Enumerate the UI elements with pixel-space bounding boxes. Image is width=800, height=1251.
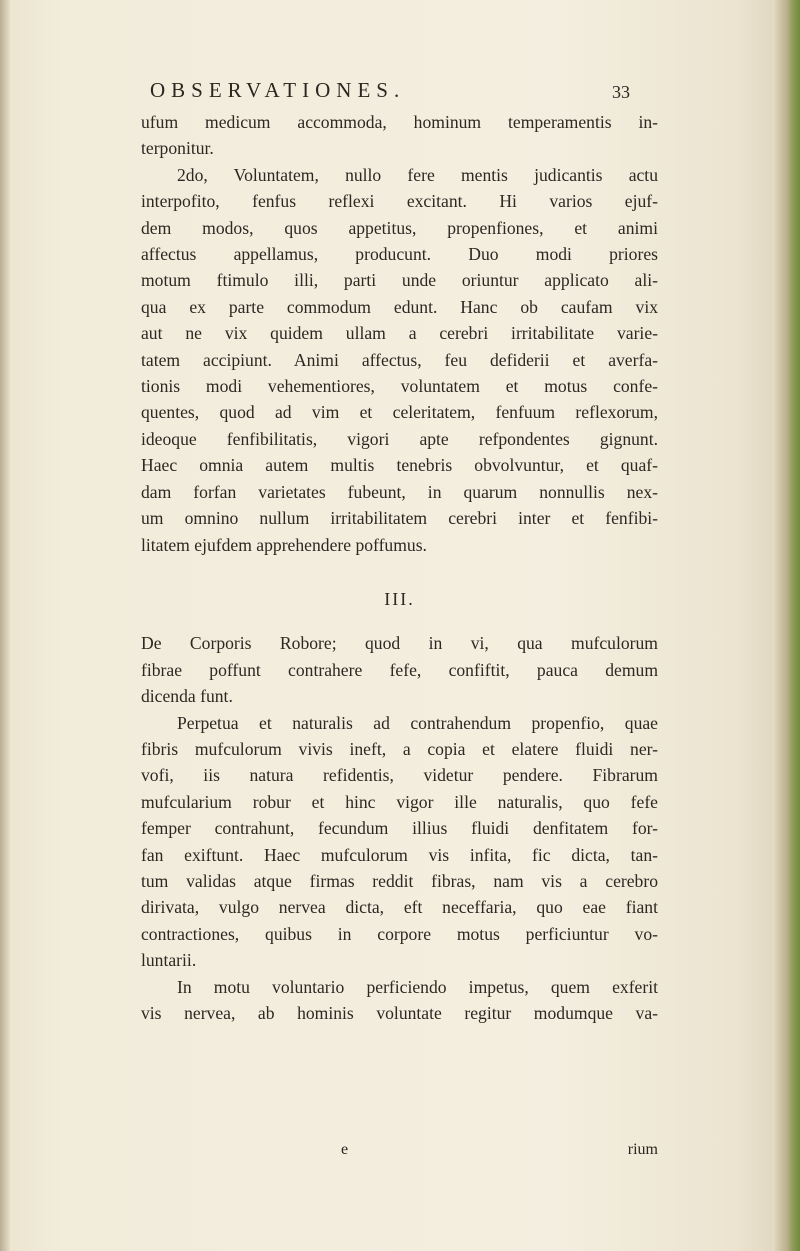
text-line: Perpetua et naturalis ad contrahendum propenfio, quae xyxy=(177,712,658,733)
text-line: affectus appellamus, producunt. Duo modi priores xyxy=(141,244,658,265)
text-line: contractiones, quibus in corpore motus perficiuntur vo- xyxy=(141,923,658,944)
text-line: aut ne vix quidem ullam a cerebri irritabilitate varie- xyxy=(141,323,658,344)
page-number: 33 xyxy=(612,82,630,102)
text-line: fibrae poffunt contrahere fefe, confiftit, pauca demum xyxy=(141,659,658,680)
text-line: vofi, iis natura refidentis, videtur pendere. Fibrarum xyxy=(141,765,658,786)
text-line: De Corporis Robore; quod in vi, qua mufculorum xyxy=(141,633,658,654)
text-line: dem modos, quos appetitus, propenfiones, et animi xyxy=(141,217,658,238)
page-gutter xyxy=(0,0,10,1251)
page-edge-binding xyxy=(772,0,800,1251)
text-line: litatem ejufdem apprehendere poffumus. xyxy=(141,534,427,555)
text-line: quentes, quod ad vim et celeritatem, fenfuum reflexorum, xyxy=(141,402,658,423)
text-line: luntarii. xyxy=(141,950,197,971)
running-head: OBSERVATIONES. xyxy=(150,78,406,102)
paragraph-2 xyxy=(141,162,658,558)
text-line: terponitur. xyxy=(141,138,214,159)
text-line: interpofito, fenfus reflexi excitant. Hi varios ejuf- xyxy=(141,191,658,212)
text-line: Haec omnia autem multis tenebris obvolvuntur, et quaf- xyxy=(141,455,658,476)
page-footer xyxy=(141,1141,658,1165)
text-line: dirivata, vulgo nervea dicta, eft neceffaria, quo eae fiant xyxy=(141,897,658,918)
text-line: dam forfan varietates fubeunt, in quarum nonnullis nex- xyxy=(141,481,658,502)
text-line: tum validas atque firmas reddit fibras, nam vis a cerebro xyxy=(141,870,658,891)
text-line: 2do, Voluntatem, nullo fere mentis judicantis actu xyxy=(177,164,658,185)
body-text xyxy=(141,109,658,1026)
text-line: dicenda funt. xyxy=(141,686,233,707)
text-line: tatem accipiunt. Animi affectus, feu defiderii et averfa- xyxy=(141,349,658,370)
text-line: vis nervea, ab hominis voluntate regitur modumque va- xyxy=(141,1003,658,1023)
text-line: um omnino nullum irritabilitatem cerebri inter et fenfibi- xyxy=(141,508,658,529)
text-line: ufum medicum accommoda, hominum temperamentis in- xyxy=(141,112,658,132)
section-number: III. xyxy=(384,588,415,609)
text-line: mufcularium robur et hinc vigor ille naturalis, quo fefe xyxy=(141,791,658,812)
text-line: qua ex parte commodum edunt. Hanc ob caufam vix xyxy=(141,296,658,317)
text-line: motum ftimulo illi, parti unde oriuntur applicato ali- xyxy=(141,270,658,291)
paragraph-1 xyxy=(141,109,658,162)
text-line: In motu voluntario perficiendo impetus, quem exferit xyxy=(177,976,658,997)
text-line: fibris mufculorum vivis ineft, a copia et elatere fluidi ner- xyxy=(141,738,658,759)
signature-mark: e xyxy=(341,1141,349,1158)
text-line: tionis modi vehementiores, voluntatem et motus confe- xyxy=(141,376,658,397)
paragraph-3 xyxy=(141,630,658,709)
text-line: ideoque fenfibilitatis, vigori apte refpondentes gignunt. xyxy=(141,428,658,449)
paragraph-4 xyxy=(141,710,658,974)
text-line: fan exiftunt. Haec mufculorum vis infita, fic dicta, tan- xyxy=(141,844,658,865)
catchword: rium xyxy=(627,1141,658,1158)
page-header xyxy=(150,78,630,108)
text-line: femper contrahunt, fecundum illius fluidi denfitatem for- xyxy=(141,818,658,839)
paragraph-5 xyxy=(141,974,658,1027)
